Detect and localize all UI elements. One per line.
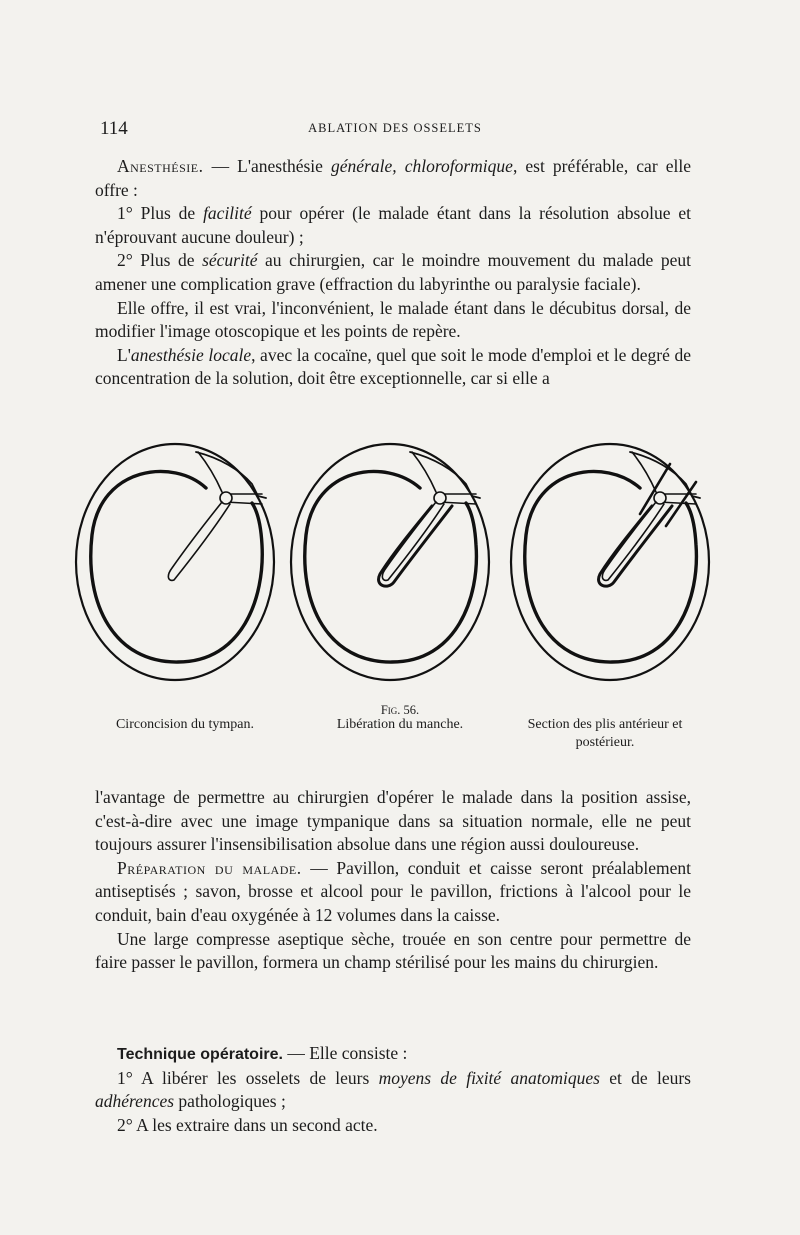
anesthesia-section (95, 155, 691, 391)
section-heading-technique: Technique opératoire. (117, 1046, 283, 1063)
paragraph-local-anesthesia-continued: l'avantage de permettre au chirurgien d'opérer le malade dans la position assise, c'est-à-dire avec une image tympanique dans sa situation normale, elle ne peut toujours assurer l'insensibilisation absolue dans une région aussi douloureuse. (95, 787, 691, 855)
running-title: ABLATION DES OSSELETS (308, 121, 482, 135)
tympanum-drawings (70, 440, 730, 690)
tympanum-drawing-2 (291, 444, 489, 680)
caption-folds-section: Section des plis antérieur et postérieur. (527, 717, 683, 750)
paragraph-local-anesthesia: L'anesthésie locale, avec la cocaïne, quel que soit le mode d'emploi et le degré de concentration de la solution, doit être exceptionnelle, car si elle a (95, 344, 691, 389)
tympanum-drawing-1 (76, 444, 274, 680)
page-header (100, 118, 690, 140)
list-item-step-1: 1° A libérer les osselets de leurs moyens de fixité anatomiques et de leurs adhérences pathologiques ; (95, 1067, 691, 1112)
page-number: 114 (100, 118, 128, 139)
paragraph-facility: 1° Plus de facilité pour opérer (le malade étant dans la résolution absolue et n'éprouvant aucune douleur) ; (95, 203, 692, 247)
continuation-section (95, 786, 691, 975)
paragraph-technique-intro: Technique opératoire. — Elle consiste : (117, 1043, 408, 1063)
section-heading-anesthesia: Anesthésie. (117, 156, 204, 176)
technique-section (95, 1042, 691, 1137)
tympanum-drawing-3 (511, 444, 709, 680)
figure-tympanum-illustrations (70, 440, 730, 690)
list-item-step-2: 2° A les extraire dans un second acte. (117, 1114, 378, 1135)
paragraph-compress: Une large compresse aseptique sèche, trouée en son centre pour permettre de faire passer le pavillon, formera un champ stérilisé pour les mains du chirurgien. (95, 928, 691, 973)
section-heading-preparation: Préparation du malade. (117, 857, 302, 878)
paragraph-patient-preparation: Préparation du malade. — Pavillon, conduit et caisse seront préalablement antiseptisés ; savon, brosse et alcool pour le pavillon, frictions à l'alcool pour le conduit, bain d'eau oxygénée à 12 volumes dans la caisse. (95, 857, 692, 925)
caption-circumcision: Circoncision du tympan. (115, 717, 255, 732)
caption-handle-release: Libération du manche. (336, 717, 464, 732)
paragraph-anesthesia-intro: Anesthésie. — L'anesthésie générale, chloroformique, est préférable, car elle offre : (95, 156, 691, 200)
figure-number: Fig. 56. (380, 703, 420, 717)
paragraph-inconvenience: Elle offre, il est vrai, l'inconvénient, le malade étant dans le décubitus dorsal, de modifier l'image otoscopique et les points de repère. (95, 297, 691, 342)
paragraph-security: 2° Plus de sécurité au chirurgien, car le moindre mouvement du malade peut amener une complication grave (effraction du labyrinthe ou paralysie faciale). (95, 250, 692, 294)
